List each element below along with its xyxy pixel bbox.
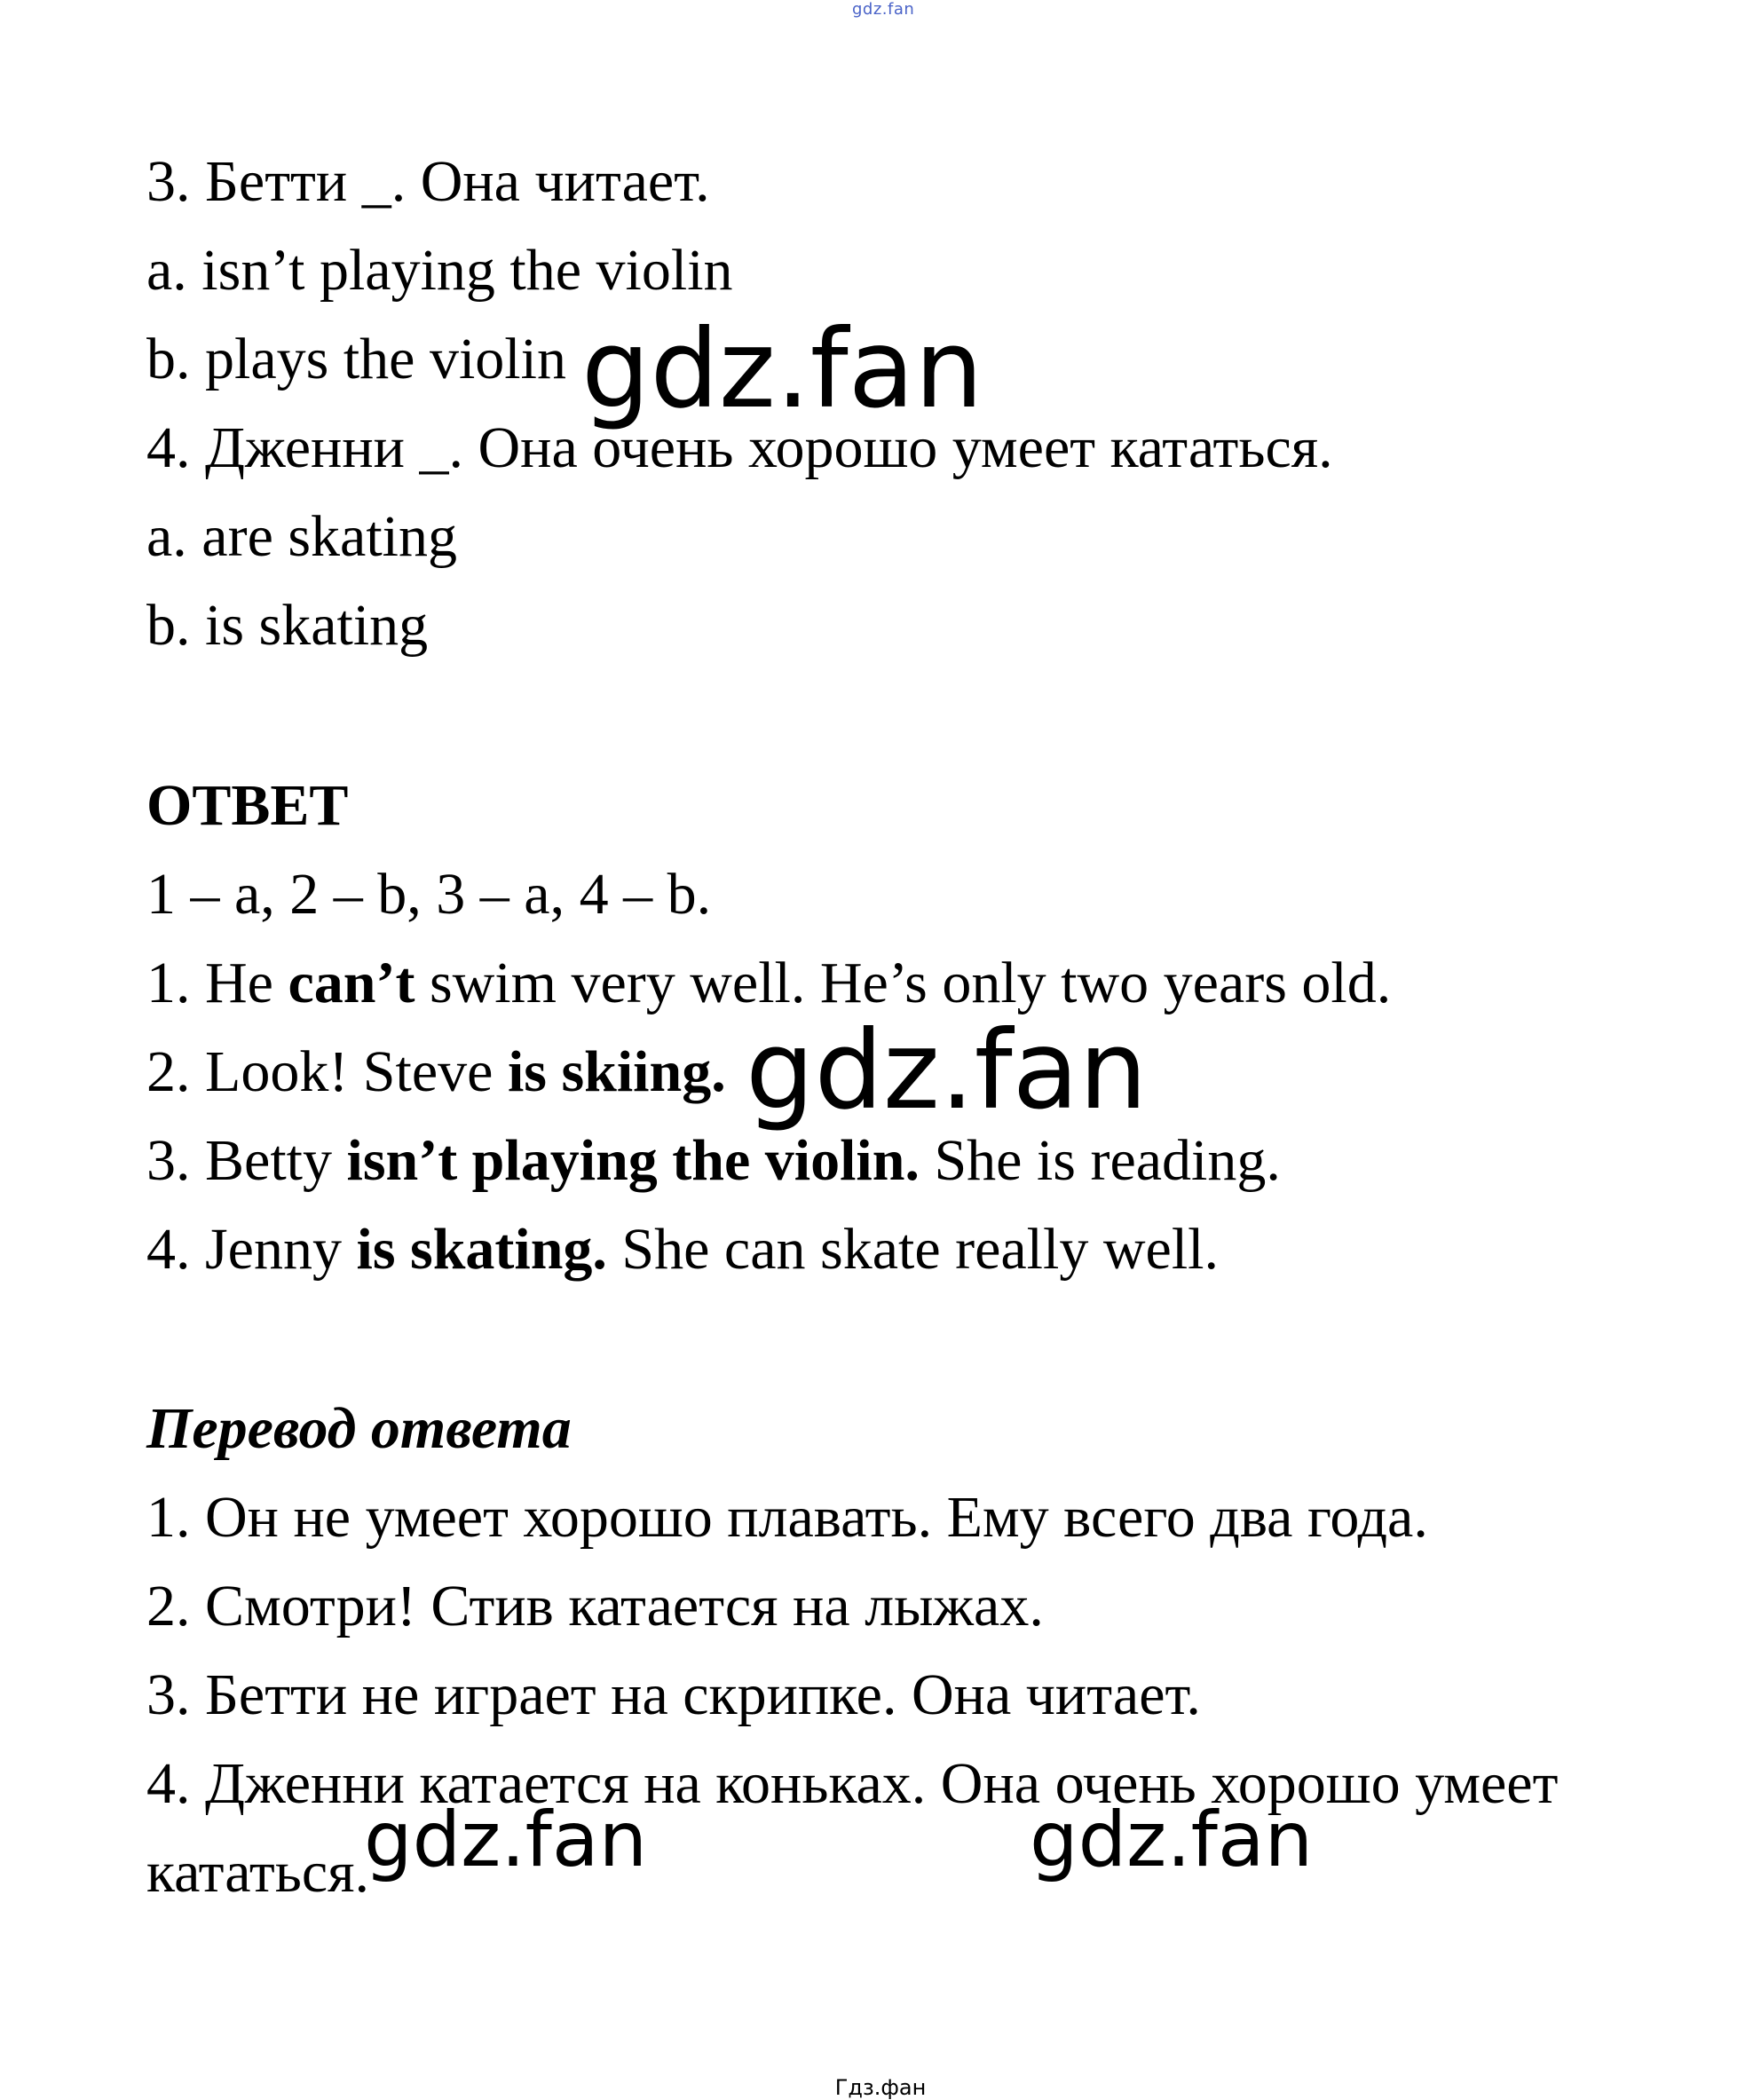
exercise-line: 3. Бетти _. Она читает. [146,149,710,214]
exercise-line: a. isn’t playing the violin [146,238,733,303]
answer-sentence: 1. He can’t swim very well. He’s only two years old. [146,951,1392,1015]
translation-line: кататься. [146,1840,369,1905]
translation-heading: Перевод ответа [146,1396,572,1461]
answer-sentence: 2. Look! Steve is skiing. [146,1039,726,1104]
watermark: gdz.fan [364,1796,648,1884]
exercise-line: 4. Дженни _. Она очень хорошо умеет кататься. [146,415,1333,480]
translation-line: 2. Смотри! Стив катается на лыжах. [146,1574,1044,1638]
watermark: gdz.fan [581,306,983,432]
translation-line: 1. Он не умеет хорошо плавать. Ему всего два года. [146,1485,1428,1550]
answer-key: 1 – a, 2 – b, 3 – a, 4 – b. [146,862,712,927]
page-footer: Гдз.фан [834,2075,927,2100]
watermark: gdz.fan [1030,1796,1314,1884]
answer-heading: ОТВЕТ [146,773,349,838]
answer-sentence: 3. Betty isn’t playing the violin. She is reading. [146,1128,1281,1193]
answer-sentence: 4. Jenny is skating. She can skate really well. [146,1217,1219,1282]
exercise-line: a. are skating [146,504,458,569]
watermark: gdz.fan [746,1007,1148,1133]
exercise-line: b. plays the violin [146,327,566,391]
translation-line: 4. Дженни катается на коньках. Она очень хорошо умеет [146,1751,1559,1816]
exercise-line: b. is skating [146,593,429,658]
translation-line: 3. Бетти не играет на скрипке. Она читает. [146,1662,1201,1727]
top-watermark: gdz.fan [852,0,915,19]
